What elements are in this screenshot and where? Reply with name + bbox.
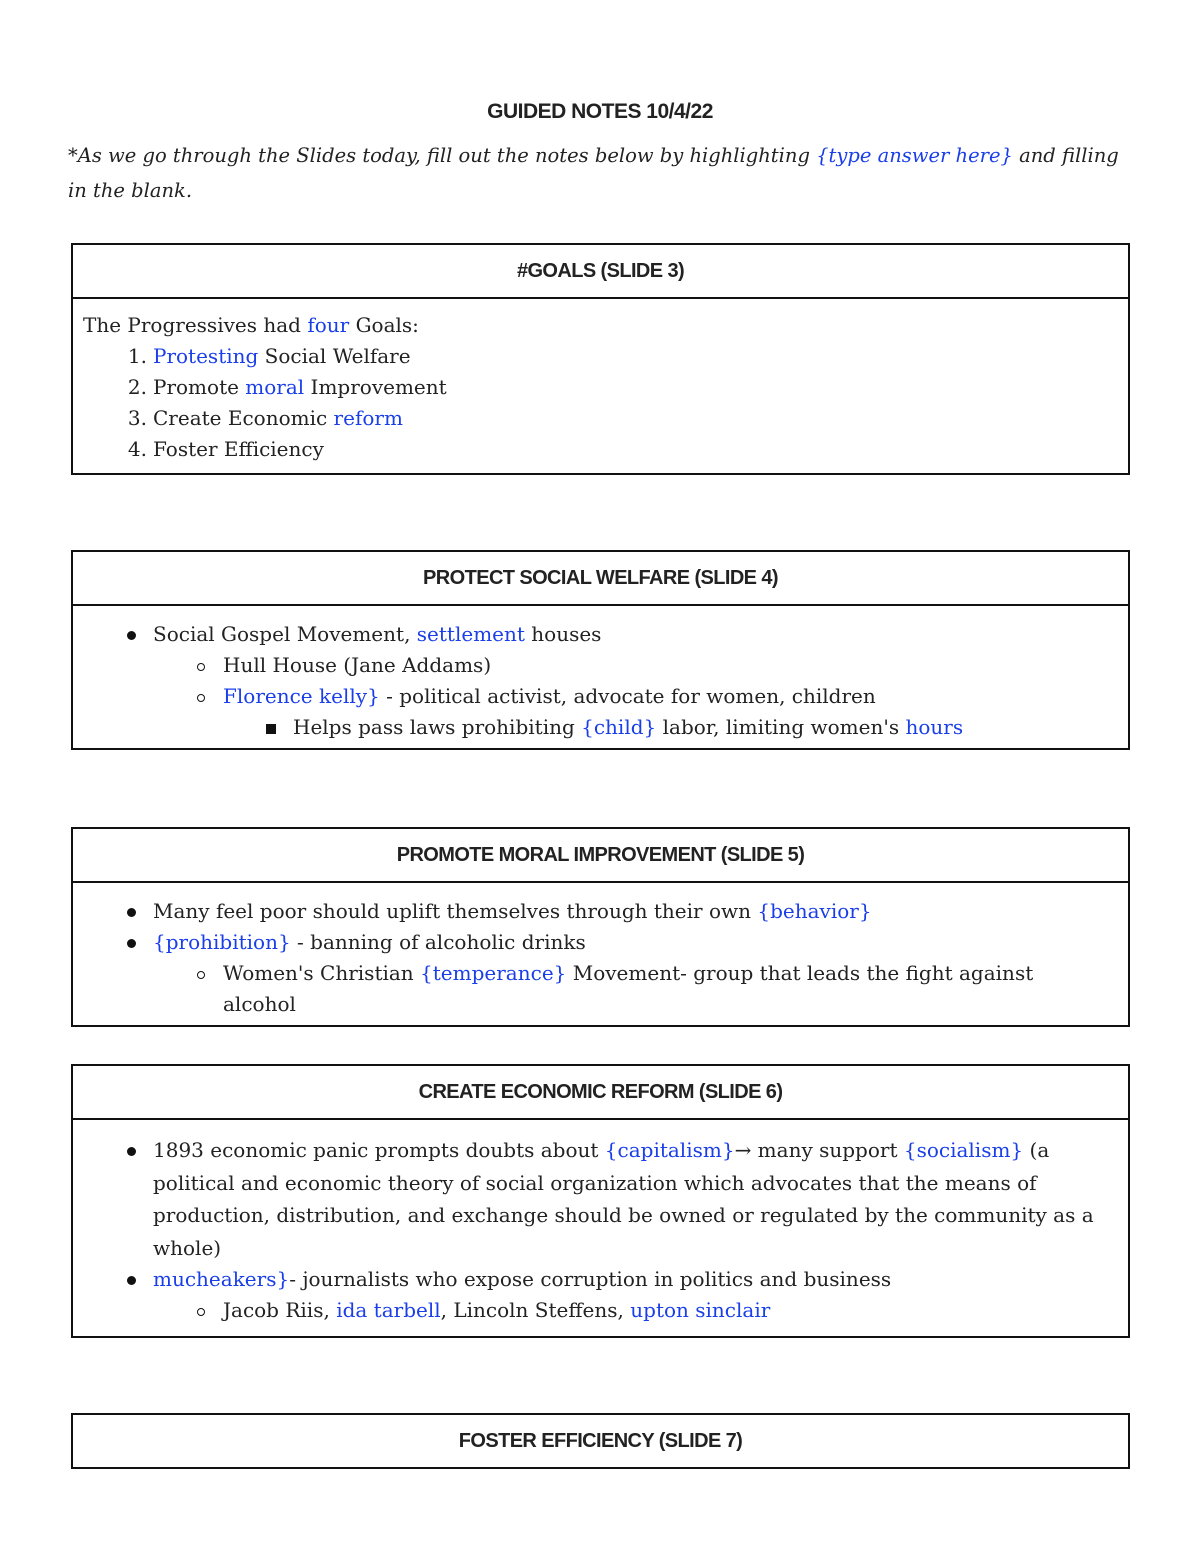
list-item: Florence kelly} - political activist, advocate for women, children [83, 681, 1118, 712]
economic-reform-header: CREATE ECONOMIC REFORM (SLIDE 6) [73, 1066, 1128, 1120]
list-item: mucheakers}- journalists who expose corruption in politics and business [83, 1264, 1118, 1295]
page-title: GUIDED NOTES 10/4/22 [487, 100, 713, 123]
answer-text: settlement [416, 622, 532, 646]
list-item: Hull House (Jane Addams) [83, 650, 1118, 681]
answer-text: {capitalism} [604, 1138, 735, 1162]
answer-text: {child} [581, 715, 657, 739]
list-item: {prohibition} - banning of alcoholic drinks [83, 927, 1118, 958]
list-item: 3. Create Economic reform [127, 406, 403, 430]
bullet-icon [111, 927, 151, 958]
goals-header: #GOALS (SLIDE 3) [73, 245, 1128, 299]
moral-improvement-header: PROMOTE MORAL IMPROVEMENT (SLIDE 5) [73, 829, 1128, 883]
answer-text: {behavior} [757, 899, 872, 923]
list-item: Helps pass laws prohibiting {child} labor, limiting women's hours [83, 712, 1118, 743]
answer-text: upton sinclair [630, 1298, 771, 1322]
answer-text: reform [333, 406, 403, 430]
instructions: *As we go through the Slides today, fill out the notes below by highlighting {type answer here} and filling in the blank. [68, 144, 1119, 202]
list-item: Social Gospel Movement, settlement houses [83, 619, 1118, 650]
bullet-icon [181, 958, 221, 989]
list-item: Women's Christian {temperance} Movement- group that leads the fight against alcohol [83, 958, 1118, 1020]
bullet-icon [111, 896, 151, 927]
list-item: Many feel poor should uplift themselves through their own {behavior} [83, 896, 1118, 927]
bullet-icon [111, 1264, 151, 1295]
answer-text: hours [905, 715, 964, 739]
efficiency-header: FOSTER EFFICIENCY (SLIDE 7) [458, 1429, 743, 1452]
bullet-icon [111, 619, 151, 650]
moral-improvement-section [71, 827, 1130, 1027]
answer-text: {prohibition} [153, 930, 291, 954]
bullet-icon [251, 712, 291, 743]
answer-placeholder: {type answer here} [816, 144, 1013, 167]
answer-text: {socialism} [903, 1138, 1024, 1162]
list-item: 1893 economic panic prompts doubts about {capitalism}→ many support {socialism} (a political and economic theory of social organization which advocates that the means of production, distribution, and exchange should be owned or regulated by the community as a whole) [83, 1134, 1118, 1264]
list-item: 1. Protesting Social Welfare [127, 344, 411, 368]
answer-text: moral [245, 375, 305, 399]
answer-text: Protesting [153, 344, 259, 368]
bullet-icon [111, 1134, 151, 1167]
goals-section [71, 243, 1130, 475]
efficiency-section [71, 1413, 1130, 1469]
answer-text: Florence kelly} [223, 684, 380, 708]
answer-text: {temperance} [420, 961, 567, 985]
social-welfare-header: PROTECT SOCIAL WELFARE (SLIDE 4) [73, 552, 1128, 606]
list-item: 2. Promote moral Improvement [127, 375, 447, 399]
bullet-icon [181, 650, 221, 681]
answer-text: mucheakers} [153, 1267, 290, 1291]
social-welfare-section [71, 550, 1130, 750]
goals-lead: The Progressives had four Goals: [83, 313, 419, 337]
economic-reform-section [71, 1064, 1130, 1338]
bullet-icon [181, 681, 221, 712]
list-item: 4. Foster Efficiency [127, 437, 324, 461]
answer-text: four [307, 313, 350, 337]
answer-text: ida tarbell [336, 1298, 441, 1322]
bullet-icon [181, 1295, 221, 1326]
list-item: Jacob Riis, ida tarbell, Lincoln Steffens, upton sinclair [83, 1295, 1118, 1326]
